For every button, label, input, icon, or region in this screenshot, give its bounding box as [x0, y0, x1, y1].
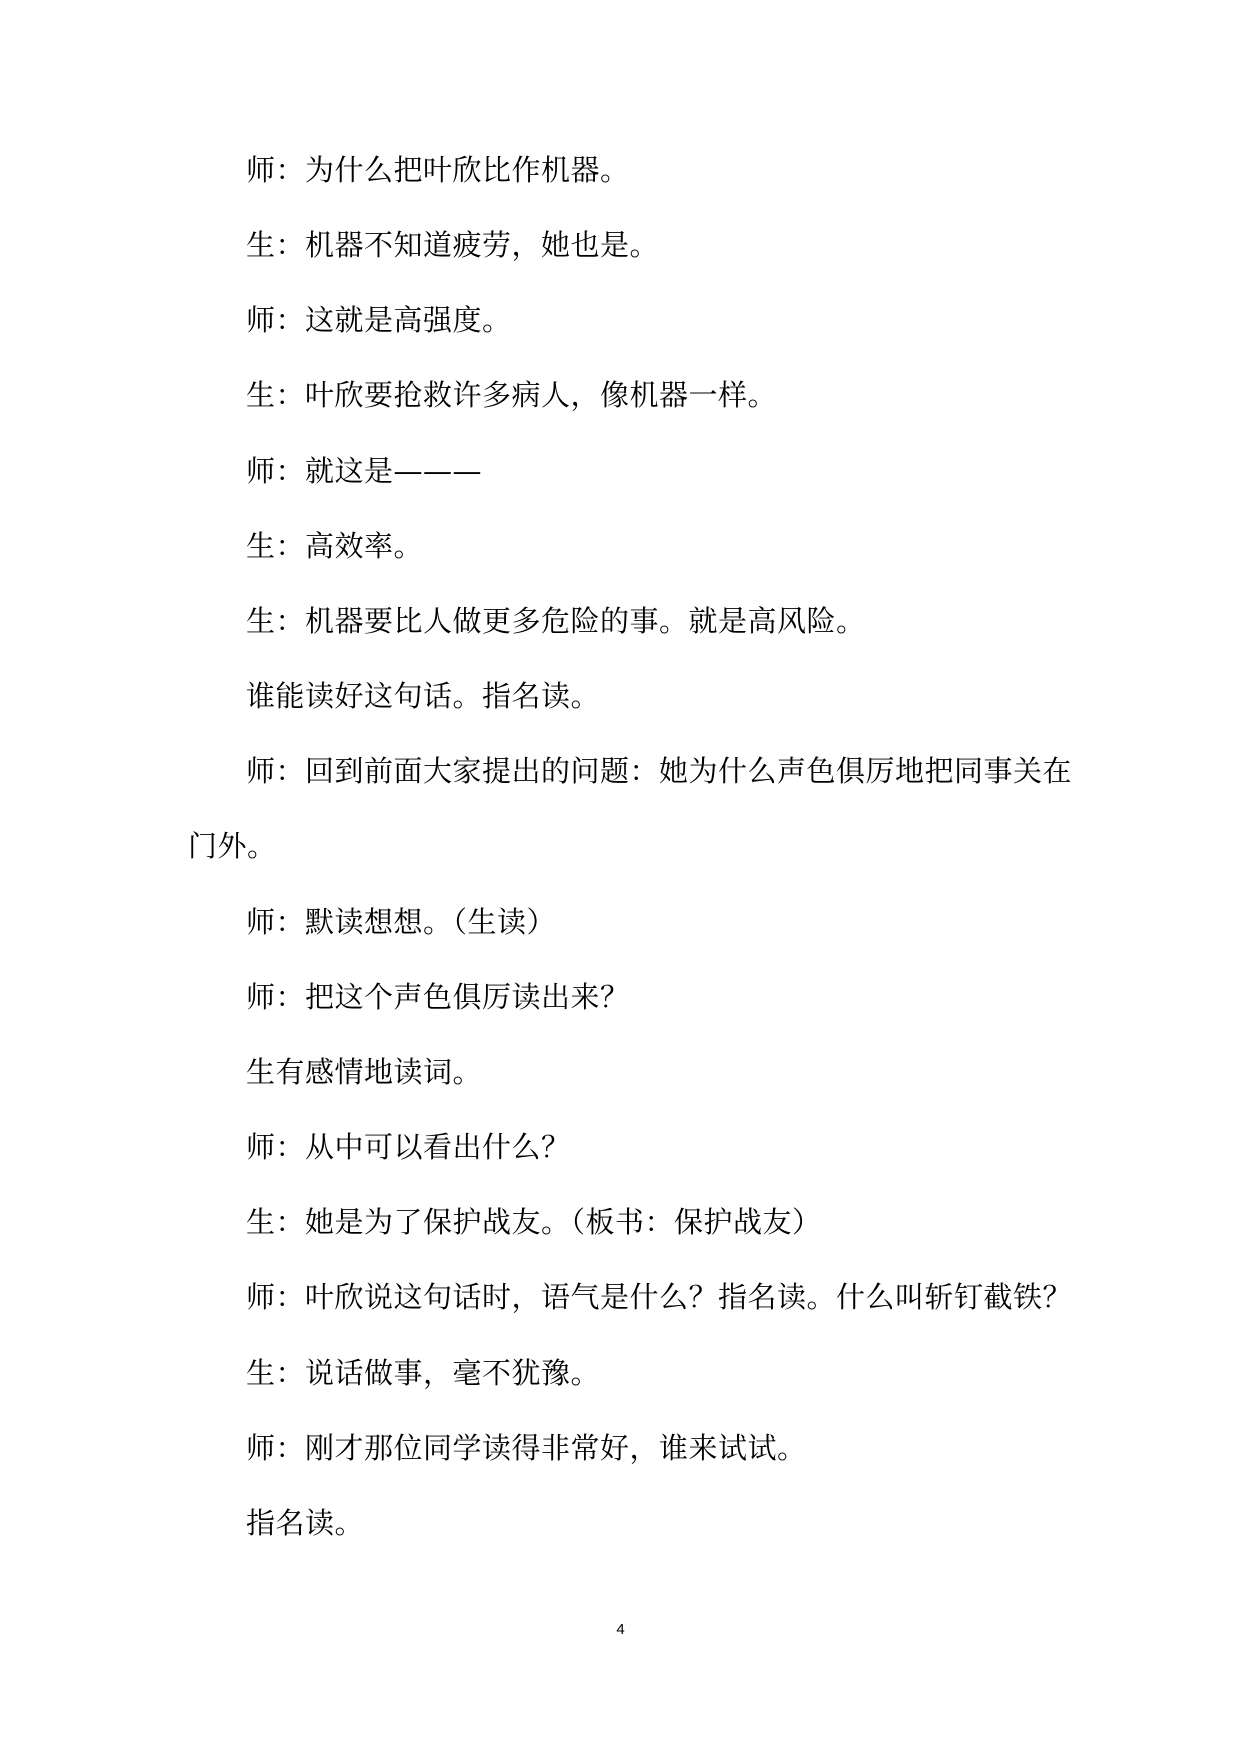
text-line: 指名读。 [246, 1506, 365, 1540]
text-line: 师：刚才那位同学读得非常好，谁来试试。 [246, 1431, 807, 1465]
text-line: 师：回到前面大家提出的问题：她为什么声色俱厉地把同事关在 [246, 754, 1073, 788]
text-line: 师：这就是高强度。 [246, 303, 512, 337]
text-line: 师：叶欣说这句话时，语气是什么？指名读。什么叫斩钉截铁？ [246, 1280, 1073, 1314]
page-number: 4 [616, 1621, 625, 1638]
text-line: 生：说话做事，毫不犹豫。 [246, 1356, 601, 1390]
text-line: 生：高效率。 [246, 529, 424, 563]
text-line: 师：为什么把叶欣比作机器。 [246, 153, 630, 187]
text-line: 师：默读想想。（生读） [246, 905, 557, 939]
text-line: 师：把这个声色俱厉读出来？ [246, 980, 630, 1014]
text-line: 生：叶欣要抢救许多病人，像机器一样。 [246, 378, 778, 412]
text-line-continuation: 门外。 [188, 829, 277, 863]
text-line: 生有感情地读词。 [246, 1055, 483, 1089]
text-line: 师：就这是——— [246, 454, 483, 488]
text-line: 师：从中可以看出什么？ [246, 1130, 571, 1164]
text-line: 谁能读好这句话。指名读。 [246, 679, 601, 713]
text-line: 生：机器要比人做更多危险的事。就是高风险。 [246, 604, 866, 638]
text-line: 生：她是为了保护战友。（板书：保护战友） [246, 1205, 822, 1239]
text-line: 生：机器不知道疲劳，她也是。 [246, 228, 660, 262]
